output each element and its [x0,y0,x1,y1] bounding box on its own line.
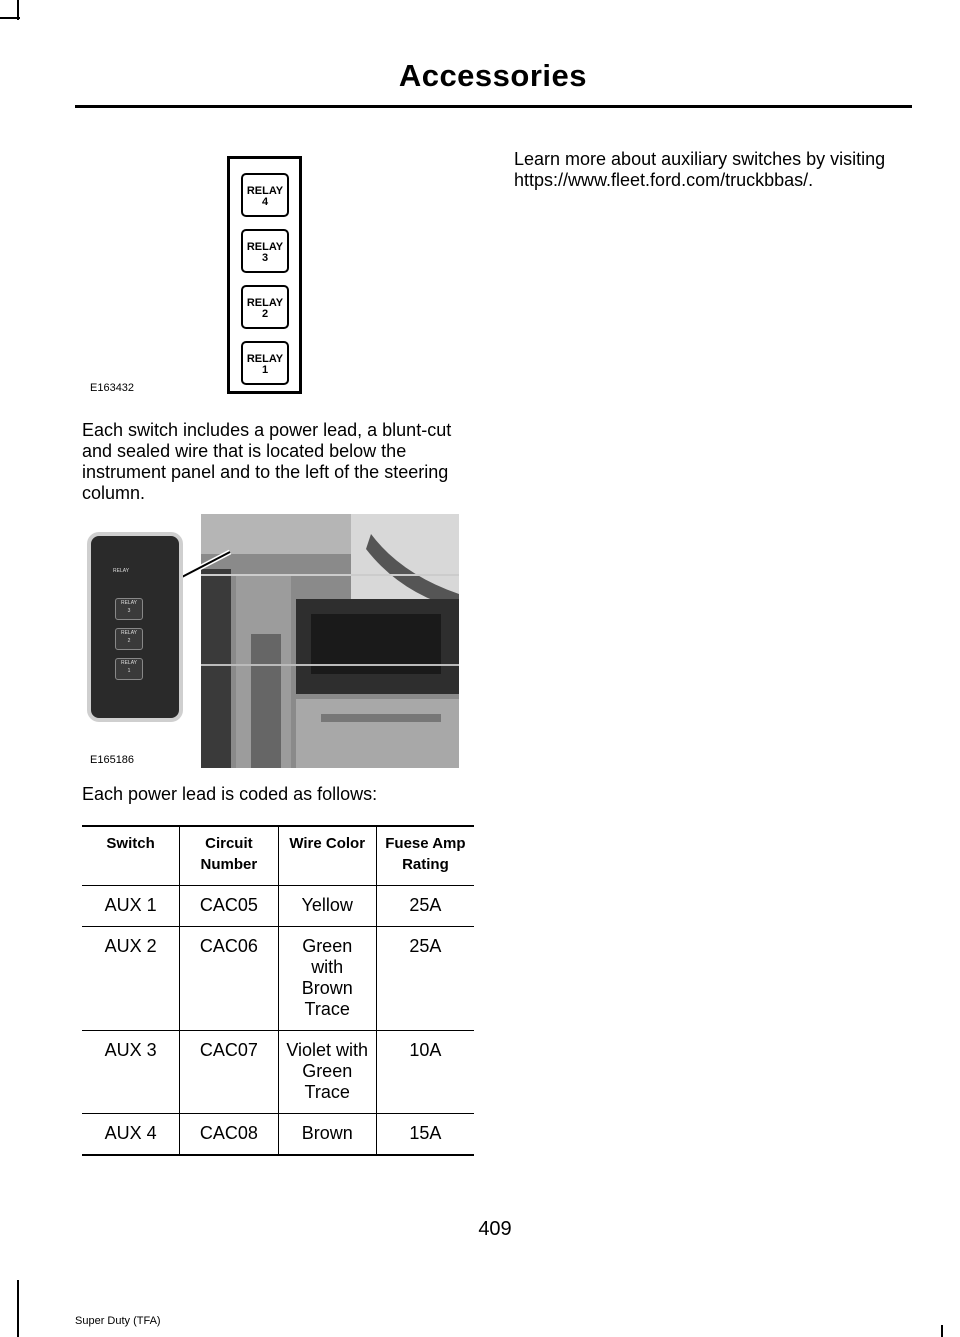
figure-code: E163432 [90,382,135,394]
table-row [82,927,474,1031]
table-row [82,886,474,927]
switch-cell: AUX 4 [82,1114,180,1156]
amp-rating-cell: 25A [376,927,474,1031]
page-number: 409 [478,1218,512,1240]
switch-cell: AUX 1 [82,886,180,927]
callout-line [178,530,238,590]
dashboard-photo-graphic [201,514,459,768]
circuit-cell: CAC07 [180,1031,278,1114]
wire-color-cell: Yellow [278,886,376,927]
wire-color-cell: Green with Brown Trace [278,927,376,1031]
relay-label: RELAY [246,185,284,197]
inset-relay-label: RELAY [120,660,138,666]
paragraph-coded: Each power lead is coded as follows: [82,784,378,804]
inset-relay-3-icon [115,598,143,620]
table-header-row [82,826,474,886]
relay-2-icon [241,285,289,329]
circuit-cell: CAC06 [180,927,278,1031]
header-rule [75,105,912,108]
inset-relay-number: 2 [127,638,131,644]
inset-relay-number: 3 [127,608,131,614]
dashboard-photo [201,514,459,768]
inset-relay-label: RELAY [120,630,138,636]
wire-color-cell: Violet with Green Trace [278,1031,376,1114]
power-lead-table [82,825,474,1156]
crop-mark-top-left-h [0,17,20,19]
switch-cell: AUX 2 [82,927,180,1031]
relay-3-icon [241,229,289,273]
relay-panel-illustration [227,156,302,394]
wire-color-cell: Brown [278,1114,376,1156]
paragraph-learn-more: Learn more about auxiliary switches by visiting https://www.fleet.ford.com/truckbbas/. [514,149,886,190]
column-header-circuit-number: Circuit Number [180,826,278,886]
page-title: Accessories [398,58,587,93]
relay-4-icon [241,173,289,217]
inset-relay-label: RELAY [120,600,138,606]
table-row [82,1031,474,1114]
figure-code: E165186 [90,754,135,766]
relay-switch-inset-photo [87,532,183,722]
switch-cell: AUX 3 [82,1031,180,1114]
inset-top-label: RELAY [113,568,130,574]
relay-number: 2 [261,308,269,320]
relay-number: 4 [261,196,269,208]
inset-relay-number: 1 [127,668,131,674]
amp-rating-cell: 25A [376,886,474,927]
relay-label: RELAY [246,297,284,309]
footer-model: Super Duty (TFA) [75,1315,161,1327]
crop-mark-bottom-left-v [17,1280,19,1337]
crop-mark-bottom-right-v [941,1325,943,1337]
paragraph-switch-power-lead: Each switch includes a power lead, a blunt-cut and sealed wire that is located below the instrument panel and to the left of the steering column. [82,420,452,503]
inset-relay-2-icon [115,628,143,650]
relay-label: RELAY [246,353,284,365]
relay-number: 1 [261,364,269,376]
column-header-wire-color: Wire Color [278,826,376,886]
circuit-cell: CAC05 [180,886,278,927]
relay-label: RELAY [246,241,284,253]
table-row [82,1114,474,1156]
amp-rating-cell: 15A [376,1114,474,1156]
amp-rating-cell: 10A [376,1031,474,1114]
relay-1-icon [241,341,289,385]
column-header-switch: Switch [82,826,180,886]
circuit-cell: CAC08 [180,1114,278,1156]
column-header-amp-rating: Fuese Amp Rating [376,826,474,886]
relay-number: 3 [261,252,269,264]
inset-relay-1-icon [115,658,143,680]
